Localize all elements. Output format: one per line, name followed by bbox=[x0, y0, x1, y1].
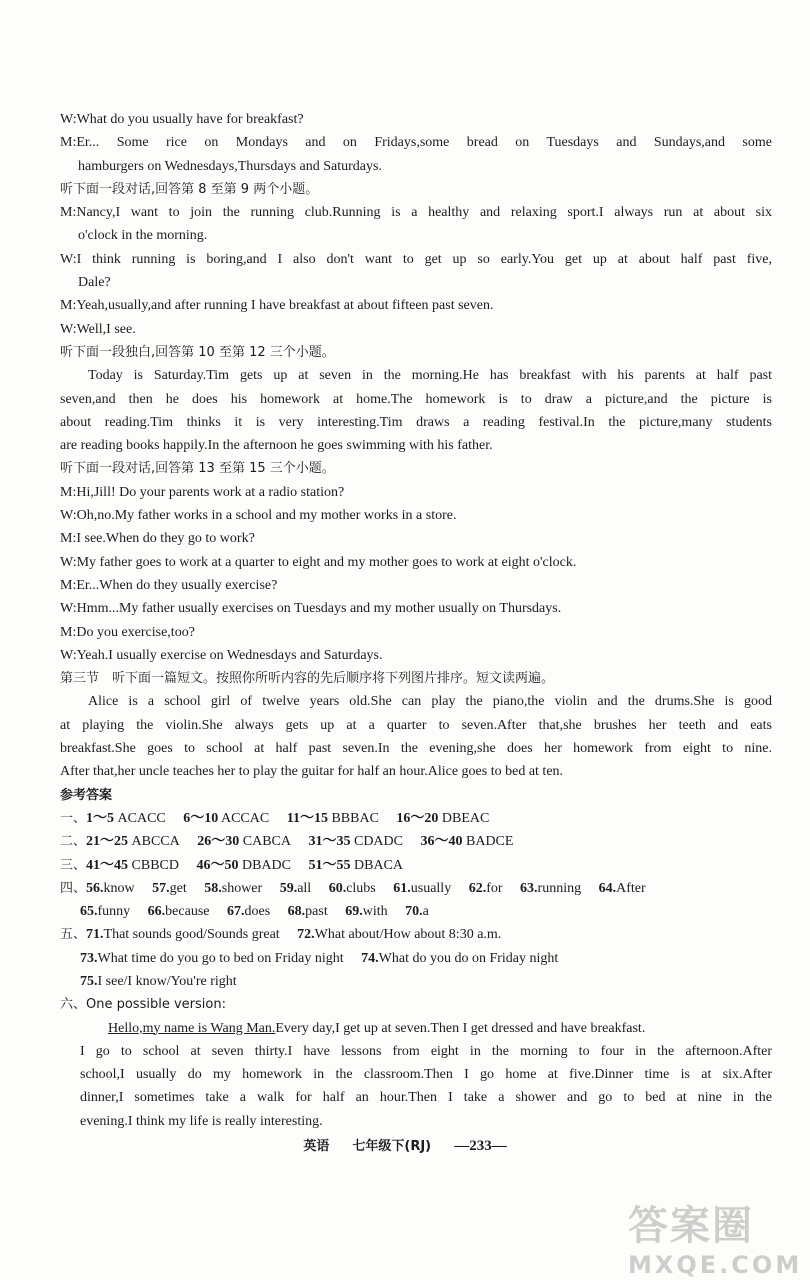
dialog-line: Dale? bbox=[78, 275, 111, 291]
dialog-line: M:Yeah,usually,and after running I have breakfast at about fifteen past seven. bbox=[60, 298, 494, 314]
dialog-line: o'clock in the morning. bbox=[78, 228, 208, 244]
answer-row: 65.funny 66.because 67.does 68.past 69.with 70.a bbox=[80, 904, 429, 920]
monologue-line: are reading books happily.In the afternoon he goes swimming with his father. bbox=[60, 438, 493, 454]
essay-line: evening.I think my life is really interesting. bbox=[80, 1113, 323, 1129]
passage-line: Alice is a school girl of twelve years old.She can play the piano,the violin and the drums.She is good bbox=[88, 694, 772, 710]
dialog-line: W:Yeah.I usually exercise on Wednesdays and Saturdays. bbox=[60, 647, 383, 663]
answer-row: 75.I see/I know/You're right bbox=[80, 973, 237, 989]
dialog-line: W:My father goes to work at a quarter to eight and my mother goes to work at eight o'clock. bbox=[60, 554, 577, 570]
answer-row: 五、71.That sounds good/Sounds great 72.What about/How about 8:30 a.m. bbox=[60, 927, 502, 943]
watermark-url: MXQE.COM bbox=[628, 1251, 803, 1279]
footer-grade: 七年级下(RJ) bbox=[352, 1139, 432, 1154]
passage-line: breakfast.She goes to school at half past seven.In the evening,she does her homework from eight to nine. bbox=[60, 741, 772, 757]
dialog-line: M:I see.When do they go to work? bbox=[60, 531, 255, 547]
answer-row: 一、1～5 ACACC 6～10 ACCAC 11～15 BBBAC 16～20 DBEAC bbox=[60, 810, 490, 826]
section-instruction: 第三节 听下面一篇短文。按照你所听内容的先后顺序将下列图片排序。短文读两遍。 bbox=[60, 671, 555, 687]
dialog-line: M:Er...When do they usually exercise? bbox=[60, 577, 278, 593]
dialog-line: M:Er... Some rice on Mondays and on Fridays,some bread on Tuesdays and Sundays,and some bbox=[60, 135, 772, 151]
listening-instruction: 听下面一段对话,回答第 13 至第 15 三个小题。 bbox=[60, 461, 335, 477]
dialog-line: W:Well,I see. bbox=[60, 321, 136, 337]
answer-row: 73.What time do you go to bed on Friday night 74.What do you do on Friday night bbox=[80, 950, 559, 966]
listening-instruction: 听下面一段独白,回答第 10 至第 12 三个小题。 bbox=[60, 344, 335, 360]
essay-line: school,I usually do my homework in the classroom.Then I go home at five.Dinner time is at six.After bbox=[80, 1067, 772, 1083]
dialog-line: M:Hi,Jill! Do your parents work at a radio station? bbox=[60, 484, 345, 500]
passage-line: After that,her uncle teaches her to play the guitar for half an hour.Alice goes to bed at ten. bbox=[60, 764, 564, 780]
monologue-line: seven,and then he does his homework at home.The homework is to draw a picture,and the picture is bbox=[60, 391, 772, 407]
monologue-line: about reading.Tim thinks it is very interesting.Tim draws a reading festival.In the picture,many students bbox=[60, 414, 772, 430]
answer-row: 四、56.know 57.get 58.shower 59.all 60.clubs 61.usually 62.for 63.running 64.After bbox=[60, 880, 646, 896]
watermark-logo bbox=[628, 1194, 803, 1279]
dialog-line: W:What do you usually have for breakfast? bbox=[60, 112, 304, 127]
dialog-line: W:Oh,no.My father works in a school and my mother works in a store. bbox=[60, 508, 457, 524]
page-footer bbox=[0, 1135, 810, 1155]
monologue-line: Today is Saturday.Tim gets up at seven in the morning.He has breakfast with his parents at half past bbox=[88, 368, 772, 384]
watermark-text: 答案圈 bbox=[628, 1203, 754, 1249]
essay-line: Hello,my name is Wang Man.Every day,I get up at seven.Then I get dressed and have breakfast. bbox=[108, 1020, 646, 1036]
essay-line: dinner,I sometimes take a walk for half an hour.Then I take a shower and go to bed at nine in the bbox=[80, 1090, 772, 1106]
footer-subject: 英语 bbox=[303, 1139, 330, 1154]
answer-row: 二、21～25 ABCCA 26～30 CABCA 31～35 CDADC 36～40 BADCE bbox=[60, 834, 514, 850]
listening-instruction: 听下面一段对话,回答第 8 至第 9 两个小题。 bbox=[60, 181, 319, 197]
essay-underlined-phrase: Hello,my name is Wang Man. bbox=[108, 1020, 276, 1036]
dialog-line: hamburgers on Wednesdays,Thursdays and Saturdays. bbox=[78, 158, 382, 174]
dialog-line: M:Do you exercise,too? bbox=[60, 624, 195, 640]
essay-line: I go to school at seven thirty.I have lessons from eight in the morning to four in the afternoon.After bbox=[80, 1043, 772, 1059]
dialog-line: W:I think running is boring,and I also don't want to get up so early.You get up at about half past five, bbox=[60, 251, 772, 267]
dialog-line: M:Nancy,I want to join the running club.Running is a healthy and relaxing sport.I always run at about six bbox=[60, 205, 772, 221]
dialog-line: W:Hmm...My father usually exercises on Tuesdays and my mother usually on Thursdays. bbox=[60, 601, 562, 617]
answer-row: 三、41～45 CBBCD 46～50 DBADC 51～55 DBACA bbox=[60, 857, 404, 873]
answers-title: 参考答案 bbox=[60, 787, 113, 803]
page-number: —233— bbox=[454, 1138, 507, 1154]
answer-row-label: 六、One possible version: bbox=[60, 997, 226, 1013]
page-content bbox=[60, 108, 772, 1133]
passage-line: at playing the violin.She always gets up at a quarter to seven.After that,she brushes her teeth and eats bbox=[60, 717, 772, 733]
